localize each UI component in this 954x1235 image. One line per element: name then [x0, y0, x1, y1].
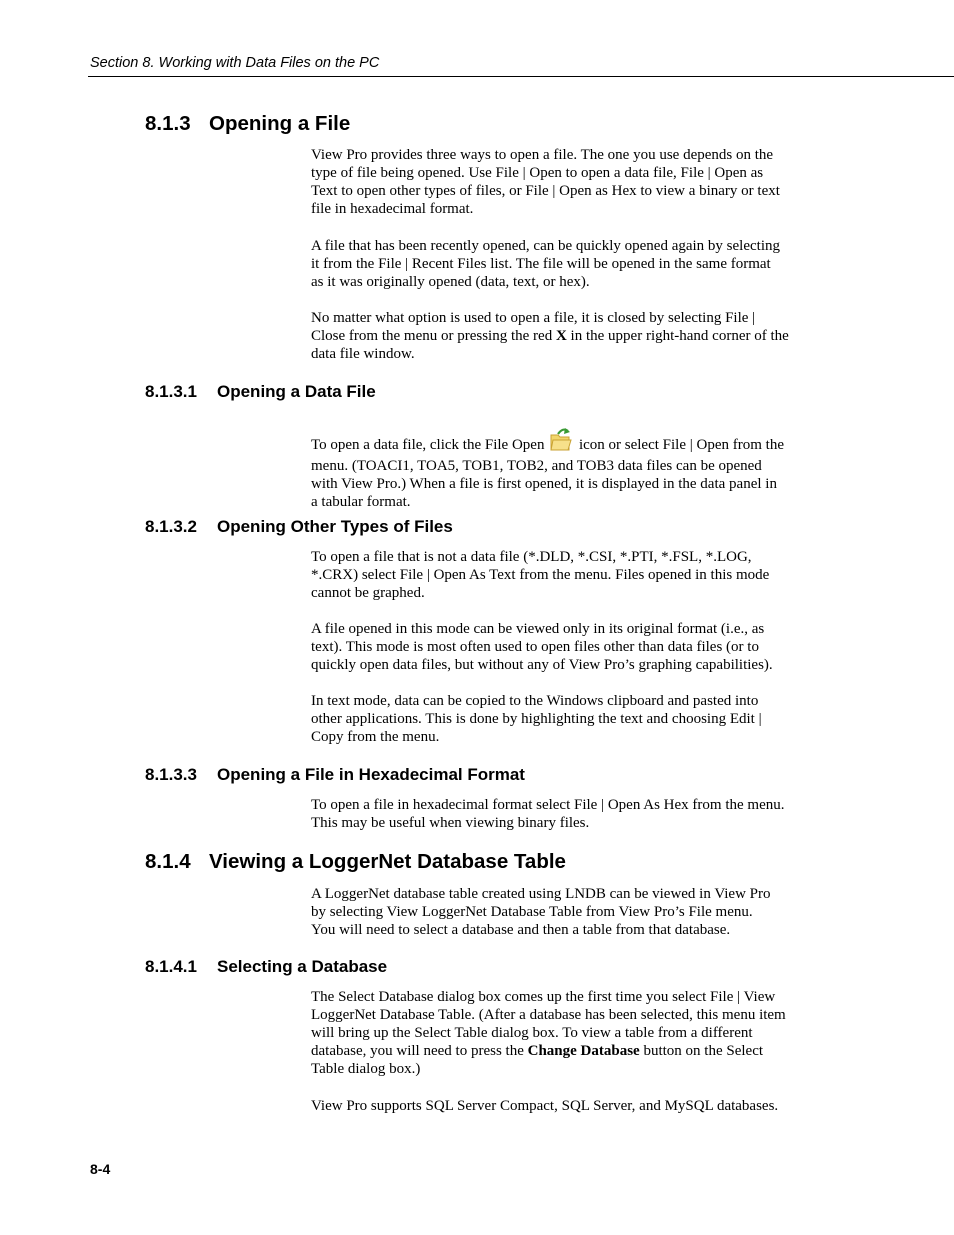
text-line: with View Pro.) When a file is first opened, it is displayed in the data panel in	[311, 476, 777, 492]
folder-open-icon	[549, 426, 573, 457]
text-line	[311, 327, 811, 345]
text-line: To open a file that is not a data file (*.DLD, *.CSI, *.PTI, *.FSL, *.LOG,	[311, 549, 752, 565]
heading-8-1-3	[145, 112, 350, 136]
text-line: A LoggerNet database table created using LNDB can be viewed in View Pro	[311, 886, 771, 902]
text-line: by selecting View LoggerNet Database Table from View Pro’s File menu.	[311, 904, 753, 920]
text-run: To open a data file, click the File Open	[311, 437, 549, 453]
text-line: menu. (TOACI1, TOA5, TOB1, TOB2, and TOB3 data files can be opened	[311, 458, 762, 474]
text-line: text). This mode is most often used to open files other than data files (or to	[311, 639, 759, 655]
heading-8-1-3-1	[145, 382, 376, 402]
heading-title: Opening Other Types of Files	[217, 517, 453, 536]
heading-number: 8.1.4	[145, 850, 191, 873]
heading-8-1-3-3	[145, 765, 525, 785]
heading-title: Viewing a LoggerNet Database Table	[209, 850, 566, 873]
heading-title: Opening a File in Hexadecimal Format	[217, 765, 525, 784]
text-line: as it was originally opened (data, text, or hex).	[311, 274, 590, 290]
text-line: In text mode, data can be copied to the Windows clipboard and pasted into	[311, 693, 759, 709]
heading-number: 8.1.3.1	[145, 382, 197, 401]
text-line: type of file being opened. Use File | Open to open a data file, File | Open as	[311, 165, 764, 181]
text-run: in the upper right-hand corner of the	[566, 328, 789, 344]
heading-number: 8.1.3	[145, 112, 191, 135]
text-line: A file opened in this mode can be viewed only in its original format (i.e., as	[311, 621, 765, 637]
text-run: button on the Select	[639, 1043, 764, 1059]
text-line: To open a file in hexadecimal format select File | Open As Hex from the menu.	[311, 797, 785, 813]
text-line: it from the File | Recent Files list. The file will be opened in the same format	[311, 256, 771, 272]
paragraph	[311, 146, 811, 218]
paragraph	[311, 796, 811, 832]
bold-change-database: Change Database	[527, 1043, 640, 1059]
bold-x: X	[555, 328, 567, 344]
heading-title: Selecting a Database	[217, 957, 388, 976]
text-line: will bring up the Select Table dialog box. To view a table from a different	[311, 1025, 753, 1041]
text-line: LoggerNet Database Table. (After a database has been selected, this menu item	[311, 1007, 786, 1023]
heading-8-1-3-2	[145, 517, 453, 537]
paragraph	[311, 237, 811, 291]
text-line	[311, 1042, 811, 1060]
text-line: data file window.	[311, 346, 415, 362]
paragraph	[311, 548, 811, 602]
paragraph	[311, 620, 811, 674]
heading-number: 8.1.3.2	[145, 517, 197, 536]
paragraph	[311, 426, 811, 511]
text-line: *.CRX) select File | Open As Text from the menu. Files opened in this mode	[311, 567, 770, 583]
running-header: Section 8. Working with Data Files on the PC	[90, 55, 380, 71]
text-line: You will need to select a database and then a table from that database.	[311, 922, 731, 938]
heading-8-1-4-1	[145, 957, 387, 977]
text-line: No matter what option is used to open a file, it is closed by selecting File |	[311, 310, 756, 326]
text-line: a tabular format.	[311, 494, 411, 510]
text-line: other applications. This is done by highlighting the text and choosing Edit |	[311, 711, 762, 727]
text-run: Close from the menu or pressing the red	[311, 328, 556, 344]
heading-title: Opening a File	[209, 112, 351, 135]
heading-8-1-4	[145, 850, 566, 874]
heading-number: 8.1.4.1	[145, 957, 197, 976]
paragraph	[311, 1097, 811, 1115]
heading-number: 8.1.3.3	[145, 765, 197, 784]
text-line: View Pro provides three ways to open a file. The one you use depends on the	[311, 147, 774, 163]
text-line: The Select Database dialog box comes up the first time you select File | View	[311, 989, 776, 1005]
text-line: Text to open other types of files, or File | Open as Hex to view a binary or text	[311, 183, 780, 199]
text-line: This may be useful when viewing binary files.	[311, 815, 590, 831]
text-line: quickly open data files, but without any of View Pro’s graphing capabilities).	[311, 657, 773, 673]
header-rule	[88, 76, 954, 77]
paragraph	[311, 309, 811, 363]
text-run: database, you will need to press the	[311, 1043, 528, 1059]
paragraph	[311, 692, 811, 746]
text-line: A file that has been recently opened, can be quickly opened again by selecting	[311, 238, 780, 254]
text-line	[311, 426, 811, 457]
page-number: 8-4	[90, 1161, 111, 1177]
text-line: View Pro supports SQL Server Compact, SQL Server, and MySQL databases.	[311, 1098, 779, 1114]
text-run: icon or select File | Open from the	[575, 437, 784, 453]
heading-title: Opening a Data File	[217, 382, 376, 401]
text-line: cannot be graphed.	[311, 585, 425, 601]
text-line: file in hexadecimal format.	[311, 201, 474, 217]
text-line: Copy from the menu.	[311, 729, 440, 745]
text-line: Table dialog box.)	[311, 1061, 421, 1077]
paragraph	[311, 988, 811, 1078]
paragraph	[311, 885, 811, 939]
